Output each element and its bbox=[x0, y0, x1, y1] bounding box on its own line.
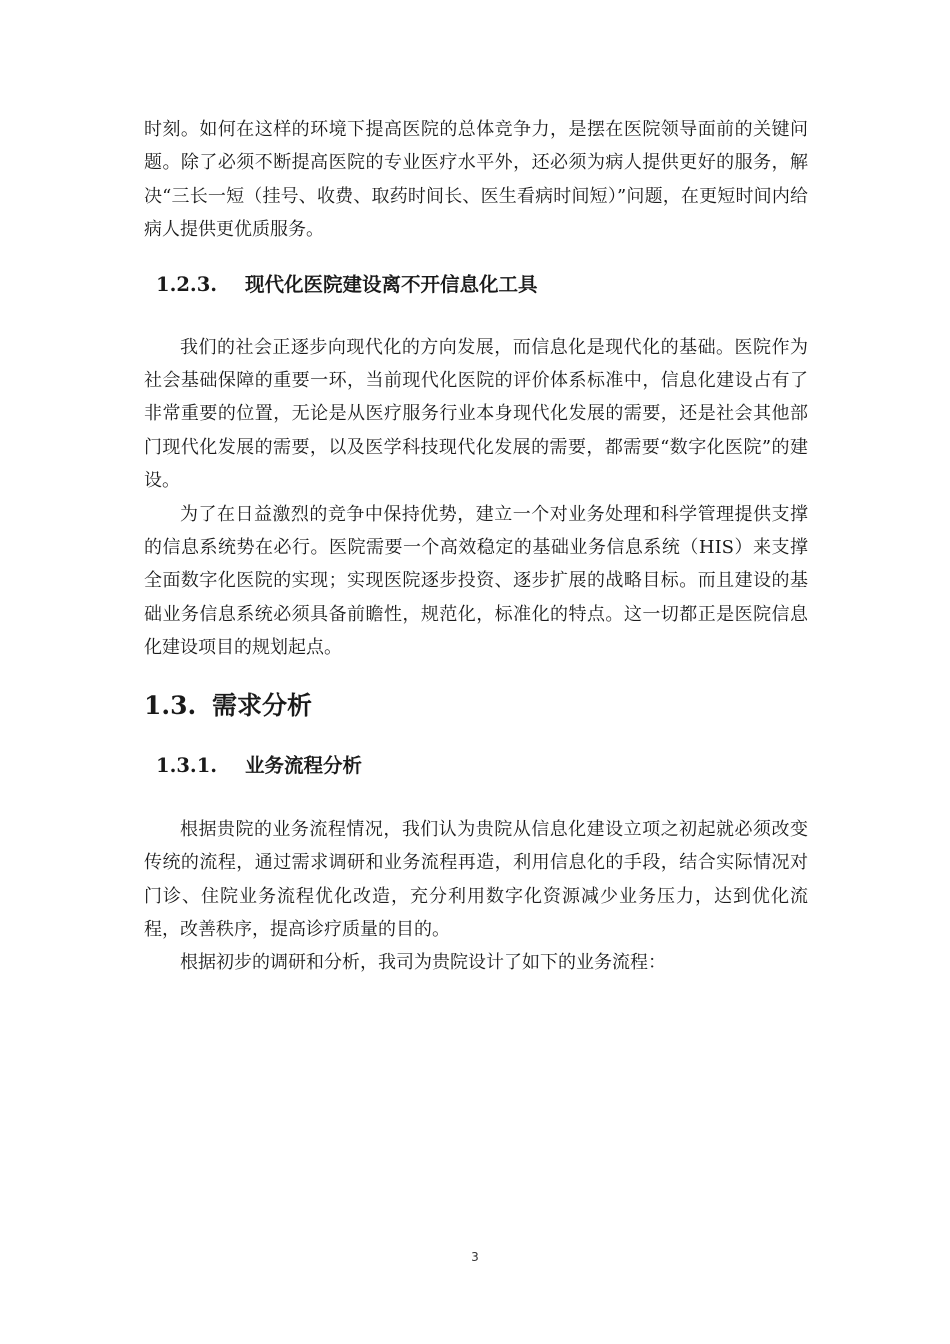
heading-title: 现代化医院建设离不开信息化工具 bbox=[245, 272, 538, 296]
page-content bbox=[144, 113, 808, 980]
heading-1-3-1 bbox=[144, 752, 808, 780]
page-number: 3 bbox=[471, 1250, 479, 1264]
heading-1-3 bbox=[144, 689, 808, 723]
heading-title: 需求分析 bbox=[212, 690, 313, 720]
paragraph-competition: 为了在日益激烈的竞争中保持优势，建立一个对业务处理和科学管理提供支撑的信息系统势在必行。医院需要一个高效稳定的基础业务信息系统（HIS）来支撑全面数字化医院的实现；实现医院逐步投资、逐步扩展的战略目标。而且建设的基础业务信息系统必须具备前瞻性，规范化，标准化的特点。这一切都正是医院信息化建设项目的规划起点。 bbox=[144, 503, 808, 659]
heading-number: 1.3. bbox=[144, 690, 197, 720]
heading-1-2-3 bbox=[144, 271, 808, 299]
paragraph-business-process: 根据贵院的业务流程情况，我们认为贵院从信息化建设立项之初起就必须改变传统的流程，通过需求调研和业务流程再造，利用信息化的手段，结合实际情况对门诊、住院业务流程优化改造，充分利用数字化资源减少业务压力，达到优化流程，改善秩序，提高诊疗质量的目的。 bbox=[144, 818, 808, 940]
paragraph-modernization: 我们的社会正逐步向现代化的方向发展，而信息化是现代化的基础。医院作为社会基础保障的重要一环，当前现代化医院的评价体系标准中，信息化建设占有了非常重要的位置，无论是从医疗服务行业本身现代化发展的需要，还是社会其他部门现代化发展的需要，以及医学科技现代化发展的需要，都需要“数字化医院”的建设。 bbox=[144, 336, 808, 492]
heading-title: 业务流程分析 bbox=[245, 753, 363, 777]
paragraph-process-design: 根据初步的调研和分析，我司为贵院设计了如下的业务流程： bbox=[180, 952, 666, 974]
heading-number: 1.3.1. bbox=[156, 753, 218, 777]
paragraph-intro-continued: 时刻。如何在这样的环境下提高医院的总体竞争力，是摆在医院领导面前的关键问题。除了必须不断提高医院的专业医疗水平外，还必须为病人提供更好的服务，解决“三长一短（挂号、收费、取药时间长、医生看病时间短）”问题，在更短时间内给病人提供更优质服务。 bbox=[144, 119, 808, 241]
heading-number: 1.2.3. bbox=[156, 272, 218, 296]
